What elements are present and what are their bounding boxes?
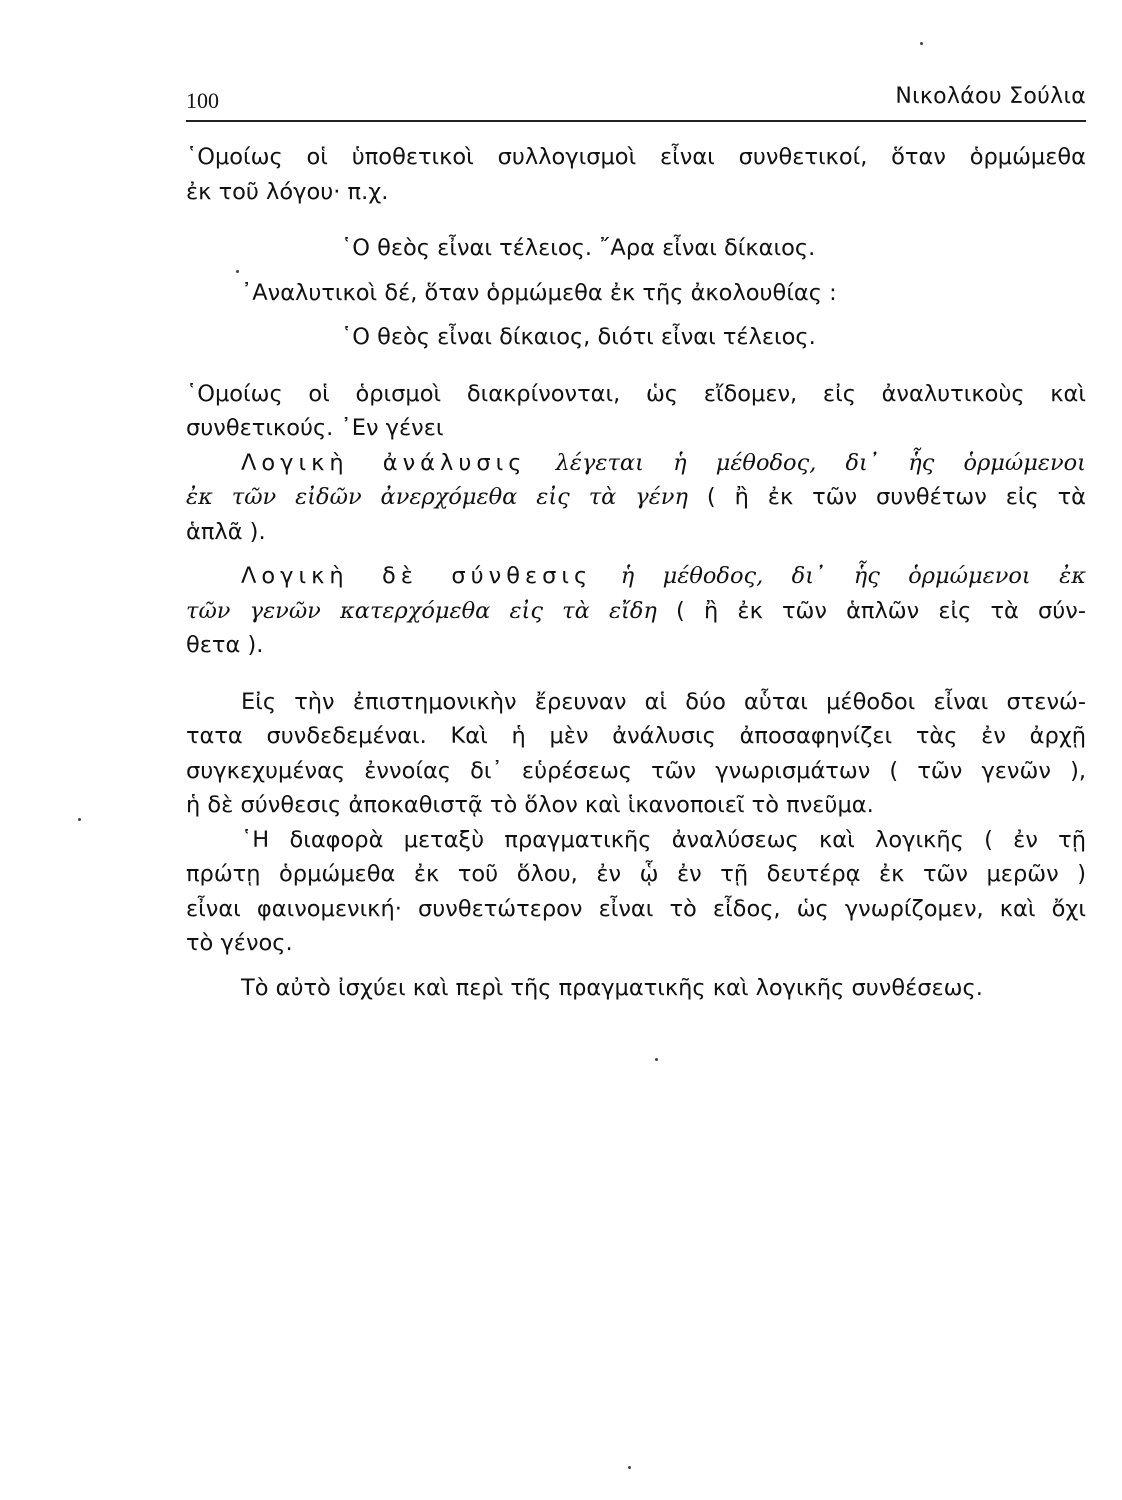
body-text	[186, 140, 1086, 1005]
page-number: 100	[186, 88, 219, 113]
text-line: πρώτῃ ὁρμώμεθα ἐκ τοῦ ὅλου, ἐν ᾧ ἐν τῇ δευτέρᾳ ἐκ τῶν μερῶν )	[186, 861, 1086, 887]
definition-text: ἡ μέθοδος, δι᾿ ἧς ὁρμώμενοι ἐκ	[620, 563, 1086, 589]
text-line: συγκεχυμένας ἐννοίας δι᾿ εὑρέσεως τῶν γνωρισμάτων ( τῶν γενῶν ),	[186, 757, 1086, 784]
paragraph-research	[186, 685, 1086, 823]
text-line: συνθετικούς. ᾿Εν γένει	[186, 415, 444, 441]
scan-speck	[78, 818, 81, 821]
text-line: τατα συνδεδεμέναι. Καὶ ἡ μὲν ἀνάλυσις ἀποσαφηνίζει τὰς ἐν ἀρχῇ	[186, 723, 1086, 749]
scan-speck	[236, 270, 239, 273]
term-synthesis: Λογικὴ δὲ σύνθεσις	[241, 563, 593, 589]
text-line: ἡ δὲ σύνθεσις ἀποκαθιστᾷ τὸ ὅλον καὶ ἱκανοποιεῖ τὸ πνεῦμα.	[186, 792, 874, 818]
text-line: Τὸ αὐτὸ ἰσχύει καὶ περὶ τῆς πραγματικῆς καὶ λογικῆς συνθέσεως.	[241, 974, 983, 1001]
text-line: ῾Ομοίως οἱ ὑποθετικοὶ συλλογισμοὶ εἶναι συνθετικοί, ὅταν ὁρμώμεθα	[186, 144, 1086, 170]
example-synthetic: ῾Ο θεὸς εἶναι τέλειος. ῎Αρα εἶναι δίκαιος.	[341, 235, 816, 261]
definition-line	[186, 594, 1086, 629]
text-line: εἶναι φαινομενική· συνθετώτερον εἶναι τὸ εἶδος, ὡς γνωρίζομεν, καὶ ὄχι	[186, 895, 1086, 922]
definition-text: λέγεται ἡ μέθοδος, δι᾿ ἧς ὁρμώμενοι	[555, 449, 1086, 476]
text-line: ῾Η διαφορὰ μεταξὺ πραγματικῆς ἀναλύσεως καὶ λογικῆς ( ἐν τῇ	[241, 826, 1086, 853]
term-analysis: Λογικὴ ἀνάλυσις	[241, 449, 527, 476]
text-line: τὸ γένος.	[186, 930, 293, 956]
paragraph-difference	[186, 823, 1086, 961]
paragraph-hypothetical	[186, 140, 1086, 209]
definition-text: τῶν γενῶν κατερχόμεθα εἰς τὰ εἴδη	[186, 597, 657, 624]
definition-line	[186, 446, 1086, 481]
text-line: ῾Ομοίως οἱ ὁρισμοὶ διακρίνονται, ὡς εἴδομεν, εἰς ἀναλυτικοὺς καὶ	[186, 380, 1086, 407]
parenthetical: ( ἢ ἐκ τῶν συνθέτων εἰς τὰ	[706, 484, 1086, 510]
scan-speck	[628, 1466, 631, 1469]
example-analytic: ῾Ο θεὸς εἶναι δίκαιος, διότι εἶναι τέλειος.	[341, 324, 816, 350]
scan-speck	[655, 1058, 658, 1061]
definition-line	[186, 480, 1086, 515]
text-line: ἁπλᾶ ).	[186, 518, 266, 545]
running-title: Νικολάου Σούλια	[895, 84, 1086, 109]
definition-analysis	[186, 446, 1086, 550]
text-line: θετα ).	[186, 632, 264, 658]
header-rule	[186, 120, 1086, 122]
definition-line	[186, 559, 1086, 594]
page-header	[186, 78, 1086, 120]
parenthetical: ( ἢ ἐκ τῶν ἁπλῶν εἰς τὰ σύν-	[676, 597, 1086, 624]
text-line: Εἰς τὴν ἐπιστημονικὴν ἔρευναν αἱ δύο αὗται μέθοδοι εἶναι στενώ-	[241, 688, 1086, 715]
paragraph-definitions	[186, 377, 1086, 446]
scan-speck	[920, 42, 923, 45]
definition-synthesis	[186, 559, 1086, 663]
text-line: ᾿Αναλυτικοὶ δέ, ὅταν ὁρμώμεθα ἐκ τῆς ἀκολουθίας :	[241, 279, 837, 306]
definition-text: ἐκ τῶν εἰδῶν ἀνερχόμεθα εἰς τὰ γένη	[186, 484, 688, 510]
text-line: ἐκ τοῦ λόγου· π.χ.	[186, 178, 389, 205]
